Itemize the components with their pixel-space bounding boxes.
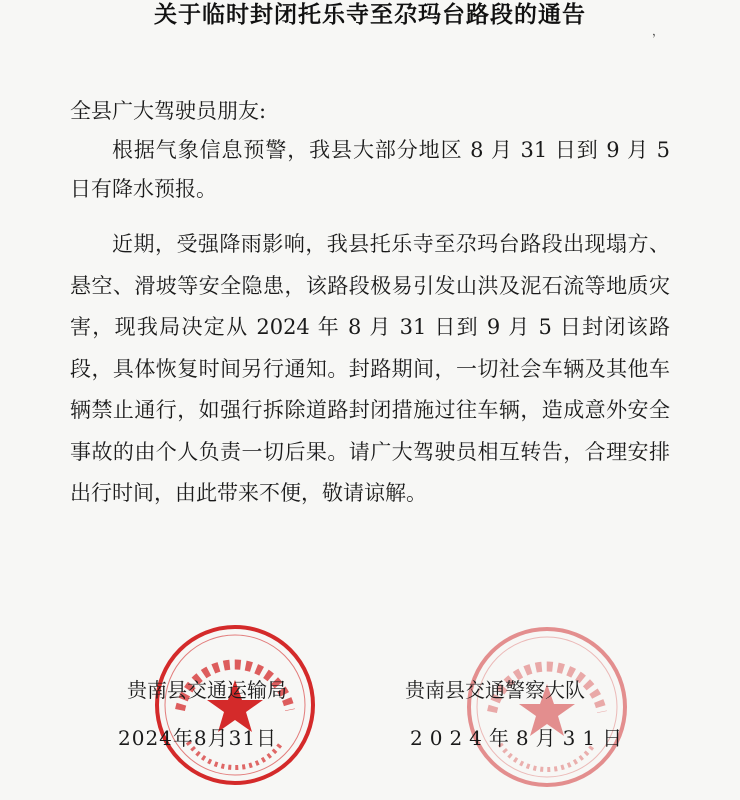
- corner-mark: ，: [652, 24, 665, 38]
- salutation: 全县广大驾驶员朋友:: [70, 99, 267, 123]
- paragraph-forecast: 根据气象信息预警，我县大部分地区 8 月 31 日到 9 月 5 日有降水预报。: [70, 138, 670, 201]
- notice-title: 关于临时封闭托乐寺至尕玛台路段的通告: [154, 1, 586, 28]
- signature-org-transport: 贵南县交通运输局: [127, 678, 287, 702]
- signature-date-police: 2024年8月31日: [410, 726, 630, 750]
- traffic-police-seal: [462, 622, 632, 792]
- signature-org-police: 贵南县交通警察大队: [405, 678, 585, 702]
- paragraph-closure: 近期，受强降雨影响，我县托乐寺至尕玛台路段出现塌方、悬空、滑坡等安全隐患，该路段极易引发山洪及泥石流等地质灾害，现我局决定从 2024 年 8 月 31 日到 9 月 5 日封闭该路段，具体恢复时间另行通知。封路期间，一切社会车辆及其他车辆禁止通行，如强行拆除道路封闭措施过往车辆，造成意外安全事故的由个人负责一切后果。请广大驾驶员相互转告，合理安排出行时间，由此带来不便，敬请谅解。: [70, 232, 670, 505]
- transport-bureau-seal: [150, 620, 320, 790]
- signature-date-transport: 2024年8月31日: [118, 726, 278, 750]
